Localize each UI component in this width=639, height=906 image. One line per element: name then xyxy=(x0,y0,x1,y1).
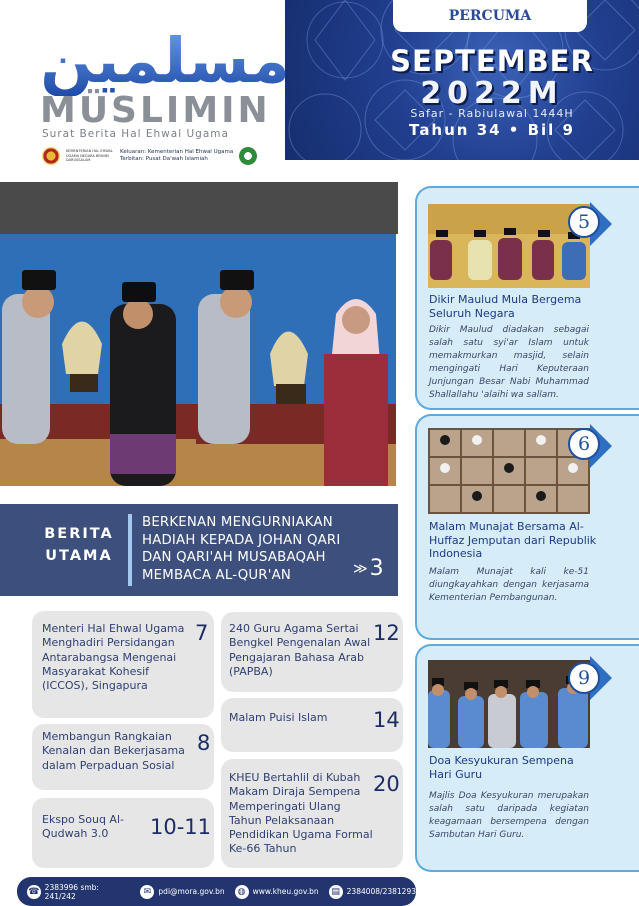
index-tile-page: 12 xyxy=(373,621,400,645)
index-tile-title: KHEU Bertahlil di Kubah Makam Diraja Sempena Memperingati Ulang Tahun Pelaksanaan Pendidikan Ugama Formal Ke-66 Tahun xyxy=(229,771,373,856)
story-page-badge: 5 xyxy=(568,206,600,238)
story-body: Dikir Maulud diadakan sebagai salah satu syi'ar Islam untuk memakmurkan masjid, selain mengingati Hari Keputeraan Junjungan Besar Nabi Muhammad Shallallahu 'alaihi wa sallam. xyxy=(429,325,589,400)
hero-photo-left xyxy=(0,234,196,486)
pusat-dawah-emblem-icon xyxy=(239,147,257,165)
double-chevron-icon: ≫ xyxy=(353,561,368,577)
muslimin-logo-latin: MÜSLIMIN xyxy=(40,90,271,131)
footer-web-text: www.kheu.gov.bn xyxy=(252,887,319,896)
index-tile-page: 8 xyxy=(197,731,211,755)
masthead-subtitle: Surat Berita Hal Ehwal Ugama xyxy=(42,128,229,140)
story-title: Doa Kesyukuran Sempena Hari Guru xyxy=(429,754,574,781)
story-body: Majlis Doa Kesyukuran merupakan salah satu daripada kegiatan keagamaan bersempena dengan Sambutan Hari Guru. xyxy=(429,791,589,840)
issue-month: SEPTEMBER xyxy=(390,44,594,78)
ministry-name: KEMENTERIAN HAL EHWAL UGAMA NEGARA BRUNEI DARUSSALAM xyxy=(66,149,113,163)
hero-top-band xyxy=(0,182,398,234)
fax-icon: ▤ xyxy=(329,885,343,899)
phone-icon: ☎ xyxy=(28,886,40,897)
footer-fax-text: 2384008/2381293 xyxy=(346,887,416,896)
contact-footer xyxy=(17,877,416,906)
index-tile-title: Menteri Hal Ehwal Ugama Menghadiri Persidangan Antarabangsa Mengenai Masyarakat Kohesif (ICCOS), Singapura xyxy=(42,622,185,693)
keluaran-text: Keluaran: Kementerian Hal Ehwal Ugama xyxy=(120,149,234,155)
price-tag: PERCUMA xyxy=(393,0,587,32)
index-tile-page: 14 xyxy=(373,708,400,732)
story-photo xyxy=(428,660,590,748)
hero-photo-right xyxy=(196,234,396,486)
index-tile-title: Ekspo Souq Al-Qudwah 3.0 xyxy=(42,813,124,841)
story-title: Dikir Maulud Mula Bergema Seluruh Negara xyxy=(429,293,582,320)
logo-arabic-text: مسلمين xyxy=(40,24,290,96)
publisher-row xyxy=(42,146,292,166)
footer-phone-text: 2383996 smb: 241/242 xyxy=(44,882,99,901)
brunei-crest-icon xyxy=(42,147,60,165)
globe-icon: ◍ xyxy=(235,885,249,899)
footer-web[interactable] xyxy=(235,885,319,899)
berita-utama-line1: BERITA xyxy=(44,526,114,542)
footer-email-text: pdi@mora.gov.bn xyxy=(158,887,225,896)
index-tile-title: Membangun Rangkaian Kenalan dan Bekerjasama dalam Perpaduan Sosial xyxy=(42,730,185,772)
index-tile-page: 20 xyxy=(373,772,400,796)
footer-phone[interactable] xyxy=(27,883,130,901)
headline-title[interactable]: BERKENAN MENGURNIAKAN HADIAH KEPADA JOHAN QARI DAN QARI'AH MUSABAQAH MEMBACA AL-QUR'AN xyxy=(142,515,341,583)
story-photo xyxy=(428,428,590,514)
index-tile-page: 10-11 xyxy=(150,815,212,839)
story-title: Malam Munajat Bersama Al-Huffaz Jemputan dari Republik Indonesia xyxy=(429,520,597,560)
muslimin-logo-arabic xyxy=(40,16,290,96)
terbitan-text: Terbitan: Pusat Da'wah Islamiah xyxy=(120,156,208,162)
issue-volume: Tahun 34 • Bil 9 xyxy=(409,121,575,139)
footer-email[interactable] xyxy=(140,885,224,899)
publisher-credits xyxy=(120,149,233,163)
berita-utama-line2: UTAMA xyxy=(45,548,113,564)
story-page-badge: 6 xyxy=(568,428,600,460)
headline-page-number: 3 xyxy=(369,556,384,581)
index-tile-title: Malam Puisi Islam xyxy=(229,711,328,724)
index-tile-page: 7 xyxy=(195,621,209,645)
story-page-badge: 9 xyxy=(568,662,600,694)
issue-hijri-date: Safar - Rabiulawal 1444H xyxy=(410,107,574,120)
headline-page-ref[interactable] xyxy=(353,556,384,581)
berita-utama-label xyxy=(33,523,125,567)
story-body: Malam Munajat kali ke-51 diungkayahkan dengan kerjasama Kementerian Pembangunan. xyxy=(429,567,589,603)
email-icon: ✉ xyxy=(140,885,154,899)
headline-divider xyxy=(128,514,132,586)
footer-fax[interactable] xyxy=(329,885,416,899)
story-photo xyxy=(428,204,590,288)
index-tile-title: 240 Guru Agama Sertai Bengkel Pengenalan Awal Pengajaran Bahasa Arab (PAPBA) xyxy=(229,622,371,678)
issue-year: 2022M xyxy=(420,76,564,111)
